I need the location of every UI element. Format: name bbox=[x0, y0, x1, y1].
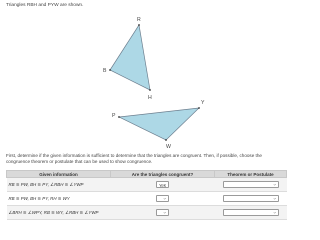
given-info: ∠BRH ≅ ∠WPY, RB ≅ WY, ∠RBH ≅ ∠YWP bbox=[7, 206, 111, 220]
vertex-label-w: W bbox=[166, 144, 171, 150]
chevron-down-icon bbox=[163, 211, 167, 215]
header-congruent: Are the triangles congruent? bbox=[111, 171, 215, 178]
chevron-down-icon bbox=[163, 197, 167, 201]
table-row bbox=[7, 192, 287, 206]
congruent-select[interactable] bbox=[156, 195, 169, 202]
given-info: RB ≅ PW, BH ≅ PY, RH ≅ WY bbox=[7, 192, 111, 206]
vertex-label-y: Y bbox=[201, 100, 205, 106]
table-row bbox=[7, 178, 287, 192]
header-theorem: Theorem or Postulate bbox=[215, 171, 287, 178]
chevron-down-icon bbox=[273, 183, 277, 187]
congruent-select-value: Yes bbox=[159, 183, 166, 188]
given-info: RB ≅ PW, BH ≅ PY, ∠RBH ≅ ∠YWP bbox=[7, 178, 111, 192]
vertex-label-b: B bbox=[103, 68, 107, 74]
intro-text: Triangles RBH and PYW are shown. bbox=[6, 3, 84, 8]
vertex-label-h: H bbox=[148, 95, 152, 101]
triangle-pyw bbox=[119, 108, 199, 140]
chevron-down-icon bbox=[273, 211, 277, 215]
theorem-select[interactable] bbox=[223, 181, 279, 188]
vertex-label-p: P bbox=[112, 113, 116, 119]
congruence-table bbox=[6, 170, 287, 220]
congruent-select[interactable] bbox=[156, 209, 169, 216]
theorem-select[interactable] bbox=[223, 209, 279, 216]
table-row bbox=[7, 206, 287, 220]
vertex-label-r: R bbox=[137, 17, 141, 23]
header-given: Given information bbox=[7, 171, 111, 178]
congruent-select[interactable] bbox=[156, 181, 169, 188]
chevron-down-icon bbox=[273, 197, 277, 201]
theorem-select[interactable] bbox=[223, 195, 279, 202]
triangle-rbh bbox=[110, 25, 150, 90]
instructions-text: First, determine if the given information is sufficient to determine that the triangles are congruent. Then, if possible, choose the congruence theorem or postulate that can be used to show congruence. bbox=[6, 153, 262, 165]
chevron-down-icon bbox=[163, 183, 167, 187]
